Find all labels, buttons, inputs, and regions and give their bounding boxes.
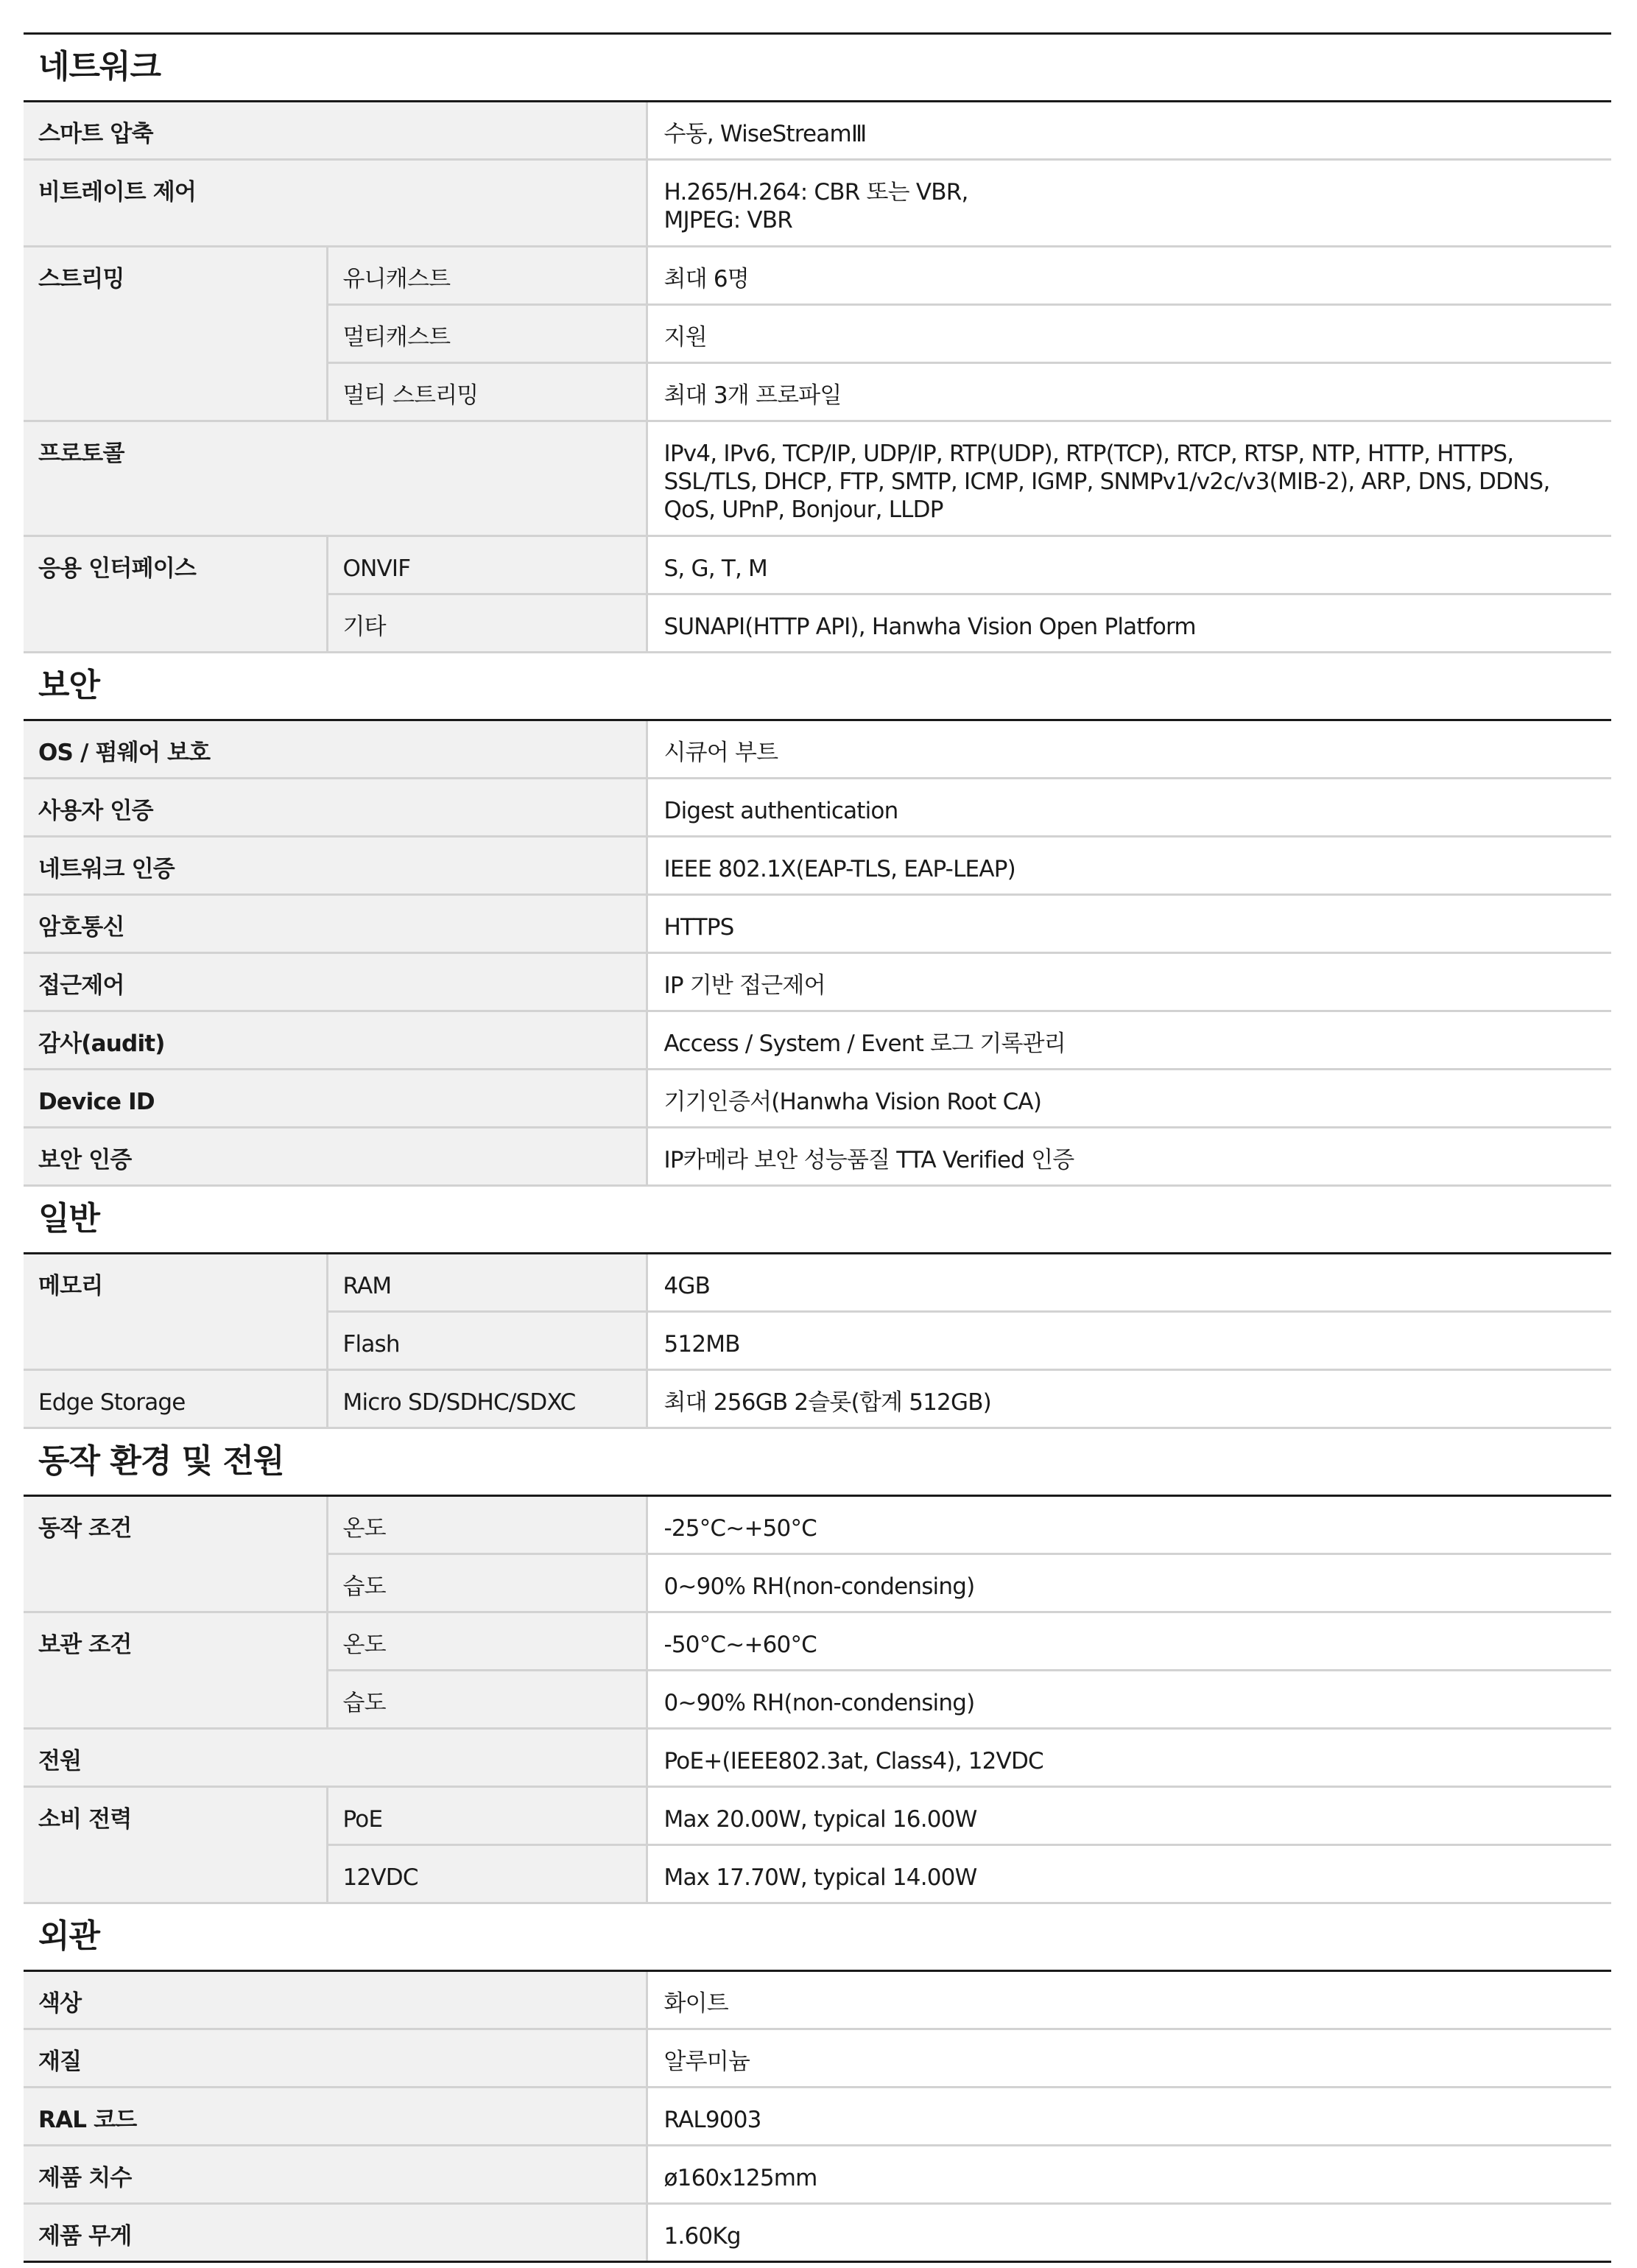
spec-value: 화이트 [647, 1971, 1611, 2029]
spec-sublabel: Flash [327, 1312, 647, 1370]
section-title: 보안 [24, 653, 1611, 720]
value-line: H.265/H.264: CBR 또는 VBR, [663, 179, 968, 206]
spec-value: 수동, WiseStreamⅢ [647, 102, 1611, 160]
spec-sublabel: 12VDC [327, 1845, 647, 1903]
value-line: MJPEG: VBR [663, 207, 793, 234]
spec-value: Max 20.00W, typical 16.00W [647, 1787, 1611, 1845]
spec-sublabel: 유니캐스트 [327, 247, 647, 305]
spec-label: 보안 인증 [24, 1128, 647, 1186]
spec-row-operating-temp [24, 1496, 1611, 1554]
section-header-appearance [24, 1903, 1611, 1971]
spec-value: IP카메라 보안 성능품질 TTA Verified 인증 [647, 1128, 1611, 1186]
spec-value: ø160x125mm [647, 2146, 1611, 2204]
spec-row-color [24, 1971, 1611, 2029]
spec-row-consumption-poe [24, 1787, 1611, 1845]
spec-label: 응용 인터페이스 [24, 536, 327, 653]
spec-value: 기기인증서(Hanwha Vision Root CA) [647, 1070, 1611, 1128]
value-line: SSL/TLS, DHCP, FTP, SMTP, ICMP, IGMP, SNMPv1/v2c/v3(MIB-2), ARP, DNS, DDNS, [663, 468, 1550, 495]
spec-value: Max 17.70W, typical 14.00W [647, 1845, 1611, 1903]
spec-value: Access / System / Event 로그 기록관리 [647, 1011, 1611, 1070]
spec-value: -25°C~+50°C [647, 1496, 1611, 1554]
spec-label: OS / 펌웨어 보호 [24, 720, 647, 779]
spec-value: 최대 3개 프로파일 [647, 363, 1611, 421]
spec-row-network-auth [24, 837, 1611, 895]
section-header-security [24, 653, 1611, 720]
spec-value: 지원 [647, 305, 1611, 363]
spec-row-weight [24, 2204, 1611, 2262]
spec-row-storage-temp [24, 1612, 1611, 1671]
spec-label: 전원 [24, 1729, 647, 1787]
spec-label: 보관 조건 [24, 1612, 327, 1729]
spec-value: 알루미늄 [647, 2029, 1611, 2088]
spec-value: IP 기반 접근제어 [647, 953, 1611, 1011]
spec-row-device-id [24, 1070, 1611, 1128]
spec-label: 스마트 압축 [24, 102, 647, 160]
section-title: 일반 [24, 1186, 1611, 1254]
spec-row-smart-compression [24, 102, 1611, 160]
spec-value: IEEE 802.1X(EAP-TLS, EAP-LEAP) [647, 837, 1611, 895]
spec-label: 제품 무게 [24, 2204, 647, 2262]
spec-row-security-cert [24, 1128, 1611, 1186]
spec-label: 감사(audit) [24, 1011, 647, 1070]
spec-sublabel: 온도 [327, 1612, 647, 1671]
spec-row-edge-storage [24, 1370, 1611, 1428]
spec-value [647, 421, 1611, 536]
spec-label: RAL 코드 [24, 2088, 647, 2146]
spec-sublabel: ONVIF [327, 536, 647, 594]
spec-value: -50°C~+60°C [647, 1612, 1611, 1671]
spec-value: 0~90% RH(non-condensing) [647, 1554, 1611, 1612]
spec-sublabel: RAM [327, 1254, 647, 1312]
spec-value: 4GB [647, 1254, 1611, 1312]
spec-row-os-firmware [24, 720, 1611, 779]
spec-row-access-control [24, 953, 1611, 1011]
spec-value: 시큐어 부트 [647, 720, 1611, 779]
spec-sublabel: 온도 [327, 1496, 647, 1554]
spec-label: Device ID [24, 1070, 647, 1128]
spec-value: RAL9003 [647, 2088, 1611, 2146]
spec-sublabel: 습도 [327, 1554, 647, 1612]
spec-sublabel: 습도 [327, 1671, 647, 1729]
spec-value: 512MB [647, 1312, 1611, 1370]
spec-row-audit [24, 1011, 1611, 1070]
spec-row-encryption [24, 895, 1611, 953]
value-line: IPv4, IPv6, TCP/IP, UDP/IP, RTP(UDP), RTP(TCP), RTCP, RTSP, NTP, HTTP, HTTPS, [663, 440, 1514, 467]
spec-label: 네트워크 인증 [24, 837, 647, 895]
spec-value: HTTPS [647, 895, 1611, 953]
spec-value: S, G, T, M [647, 536, 1611, 594]
spec-row-power [24, 1729, 1611, 1787]
spec-sublabel: 멀티 스트리밍 [327, 363, 647, 421]
spec-label: 소비 전력 [24, 1787, 327, 1903]
spec-value [647, 160, 1611, 247]
spec-row-onvif [24, 536, 1611, 594]
section-title: 동작 환경 및 전원 [24, 1428, 1611, 1496]
spec-sublabel: 멀티캐스트 [327, 305, 647, 363]
spec-label: 색상 [24, 1971, 647, 2029]
spec-sublabel: 기타 [327, 594, 647, 653]
section-title: 외관 [24, 1903, 1611, 1971]
section-header-general [24, 1186, 1611, 1254]
spec-value: SUNAPI(HTTP API), Hanwha Vision Open Platform [647, 594, 1611, 653]
spec-value: 1.60Kg [647, 2204, 1611, 2262]
spec-value: PoE+(IEEE802.3at, Class4), 12VDC [647, 1729, 1611, 1787]
spec-value: Digest authentication [647, 779, 1611, 837]
spec-label: 스트리밍 [24, 247, 327, 421]
spec-value: 최대 256GB 2슬롯(합계 512GB) [647, 1370, 1611, 1428]
spec-row-material [24, 2029, 1611, 2088]
spec-label: 프로토콜 [24, 421, 647, 536]
spec-label: 재질 [24, 2029, 647, 2088]
spec-row-dimensions [24, 2146, 1611, 2204]
spec-label: 암호통신 [24, 895, 647, 953]
spec-label: 사용자 인증 [24, 779, 647, 837]
spec-value: 0~90% RH(non-condensing) [647, 1671, 1611, 1729]
section-header-network [24, 34, 1611, 102]
spec-row-protocol [24, 421, 1611, 536]
spec-row-bitrate-control [24, 160, 1611, 247]
spec-sublabel: PoE [327, 1787, 647, 1845]
section-title: 네트워크 [24, 34, 1611, 102]
spec-label: 동작 조건 [24, 1496, 327, 1612]
spec-sublabel: Micro SD/SDHC/SDXC [327, 1370, 647, 1428]
spec-label: 메모리 [24, 1254, 327, 1370]
spec-row-ral [24, 2088, 1611, 2146]
spec-value: 최대 6명 [647, 247, 1611, 305]
spec-label: Edge Storage [24, 1370, 327, 1428]
spec-row-ram [24, 1254, 1611, 1312]
value-line: QoS, UPnP, Bonjour, LLDP [663, 496, 943, 523]
spec-label: 제품 치수 [24, 2146, 647, 2204]
spec-label: 접근제어 [24, 953, 647, 1011]
section-header-environment [24, 1428, 1611, 1496]
spec-row-user-auth [24, 779, 1611, 837]
spec-row-unicast [24, 247, 1611, 305]
spec-table [24, 32, 1611, 2263]
spec-label: 비트레이트 제어 [24, 160, 647, 247]
